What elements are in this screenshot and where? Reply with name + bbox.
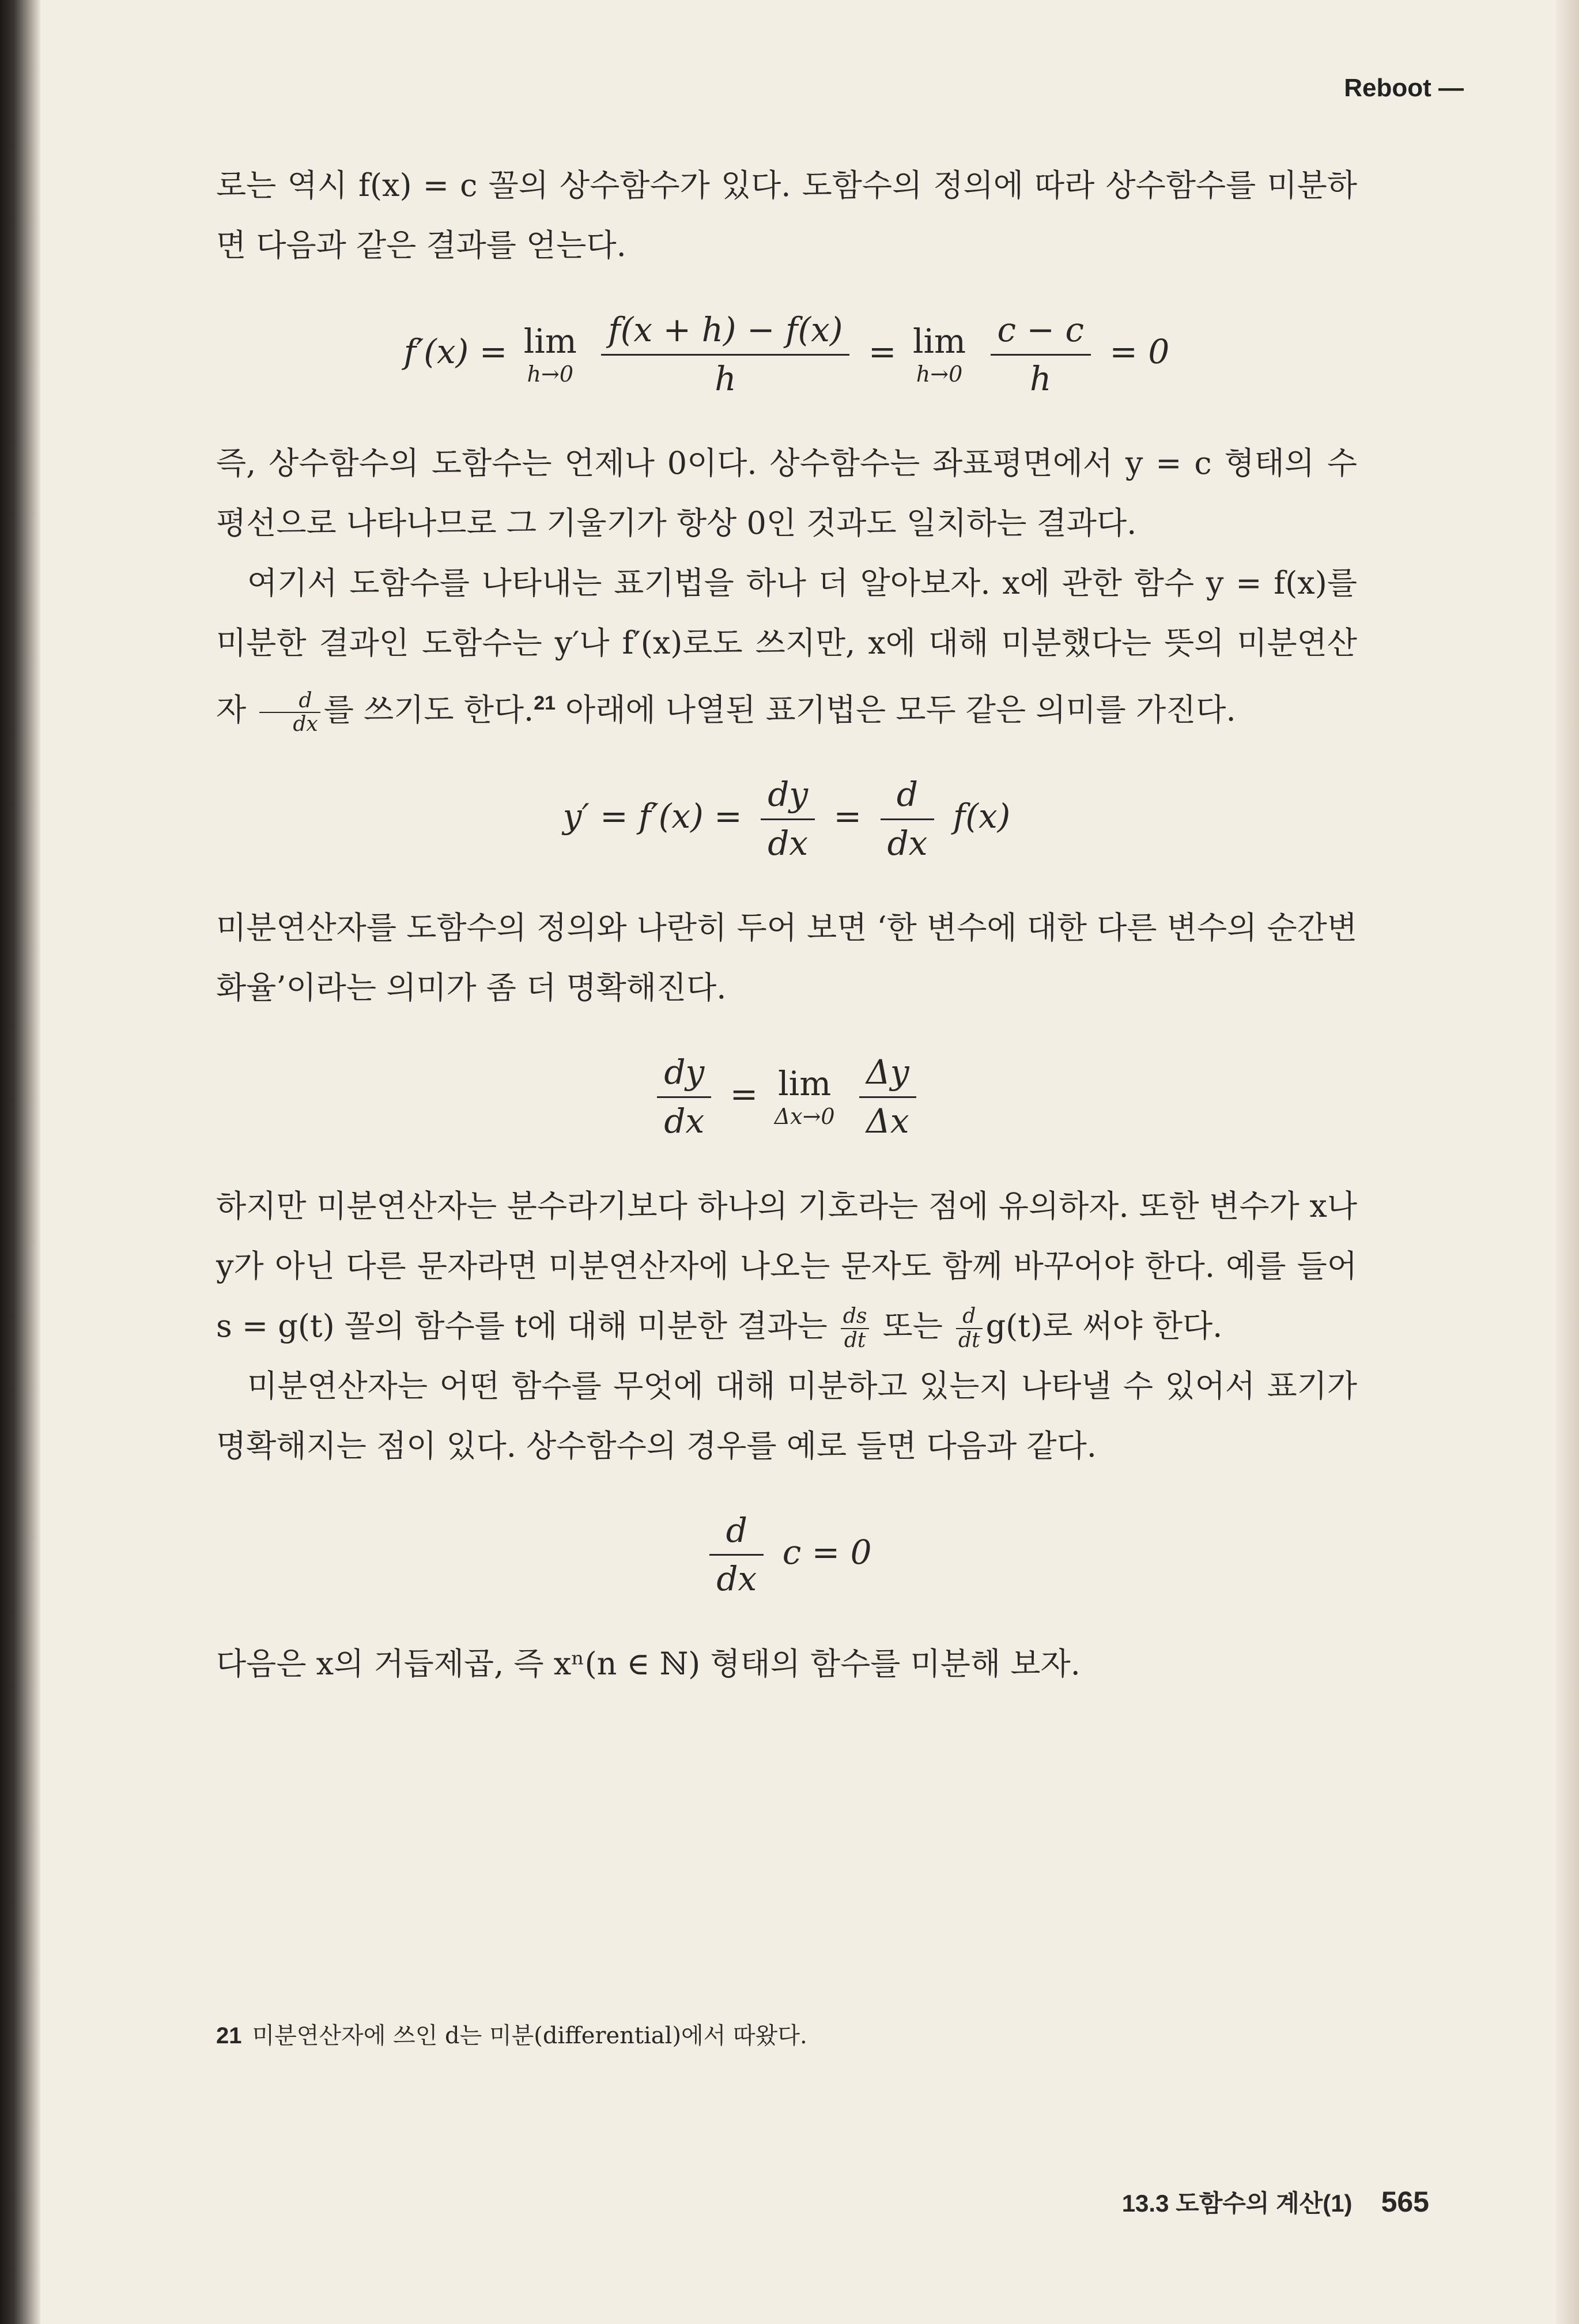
eq3-lim-word: lim xyxy=(778,1063,832,1103)
eq3-num-1: dy xyxy=(657,1052,711,1098)
paragraph-3 xyxy=(216,553,1357,740)
eq2-equals: = xyxy=(833,797,862,836)
inline-d2-den: dt xyxy=(958,1328,980,1352)
eq1-limit xyxy=(524,322,577,388)
page-edge xyxy=(1556,0,1579,2324)
equation-limit-definition xyxy=(216,1052,1357,1141)
page-body xyxy=(216,156,1357,1694)
eq1-lim-sub-2: h→0 xyxy=(916,361,963,387)
eq1-lhs: f′(x) = xyxy=(403,332,508,372)
eq3-lim-sub: Δx→0 xyxy=(774,1104,835,1130)
paragraph-7: 다음은 x의 거듭제곱, 즉 xⁿ(n ∈ ℕ) 형태의 함수를 미분해 보자. xyxy=(216,1645,1081,1682)
eq2-num-1: dy xyxy=(761,775,815,820)
equation-constant-derivative xyxy=(216,310,1357,399)
eq1-lim-sub: h→0 xyxy=(527,361,574,387)
eq3-equals: = xyxy=(730,1074,758,1114)
footnote-ref[interactable]: 21 xyxy=(534,692,556,715)
eq3-fraction-2 xyxy=(859,1052,916,1141)
eq1-num-2: c − c xyxy=(991,310,1091,356)
footnote-number: 21 xyxy=(216,2023,242,2048)
inline-ds-dt xyxy=(841,1305,870,1352)
eq3-num-2: Δy xyxy=(859,1052,916,1098)
footnote xyxy=(216,2017,807,2050)
p5-text-b: 또는 xyxy=(872,1307,953,1344)
eq1-lim-word: lim xyxy=(523,321,577,361)
eq2-den-2: dx xyxy=(887,823,928,863)
running-header: Reboot — xyxy=(1344,74,1464,102)
eq1-limit-2 xyxy=(913,322,966,388)
eq3-fraction-1 xyxy=(657,1052,711,1141)
eq2-rhs: f(x) xyxy=(953,797,1011,836)
inline-d-num: d xyxy=(259,689,320,714)
equation-constant-operator xyxy=(216,1511,1357,1599)
p5-text-a: 하지만 미분연산자는 분수라기보다 하나의 기호라는 점에 유의하자. 또한 변수가 x나 y가 아닌 다른 문자라면 미분연산자에 나오는 문자도 함께 바꾸어야 한다. 예를 들어 s = g(t) 꼴의 함수를 t에 대해 미분한 결과는 xyxy=(216,1187,1357,1344)
eq1-rhs: = 0 xyxy=(1109,332,1170,372)
p5-text-c: g(t)로 써야 한다. xyxy=(985,1307,1223,1344)
inline-d2-num: d xyxy=(956,1305,983,1329)
eq4-fraction xyxy=(709,1511,764,1599)
eq1-num-1: f(x + h) − f(x) xyxy=(601,310,849,356)
p3-text-c: 아래에 나열된 표기법은 모두 같은 의미를 가진다. xyxy=(556,692,1236,729)
eq1-den-2: h xyxy=(1030,359,1052,398)
inline-ds-den: dt xyxy=(844,1328,866,1352)
page-binding-shadow xyxy=(0,0,40,2324)
eq3-den-1: dx xyxy=(664,1101,705,1141)
page-footer xyxy=(1122,2185,1429,2219)
p3-text-a: 여기서 도함수를 나타내는 표기법을 하나 더 알아보자. x에 관한 함수 y = f(x)를 미분한 결과인 도함수는 y′나 f′(x)로도 쓰지만, x에 대해 미분했다는 뜻의 미분연산자 xyxy=(216,565,1357,729)
eq4-num: d xyxy=(709,1511,764,1556)
eq2-den-1: dx xyxy=(768,823,809,863)
eq3-limit xyxy=(775,1064,835,1130)
inline-ds-num: ds xyxy=(841,1305,870,1329)
eq1-fraction-2 xyxy=(991,310,1091,399)
eq1-den-1: h xyxy=(715,359,736,398)
eq1-fraction-1 xyxy=(601,310,849,399)
eq2-fraction-1 xyxy=(761,775,815,863)
eq4-den: dx xyxy=(716,1559,757,1599)
p3-text-b: 를 쓰기도 한다. xyxy=(323,692,534,729)
eq1-equals: = xyxy=(868,332,897,372)
eq4-rhs: c = 0 xyxy=(782,1532,872,1572)
eq1-lim-word-2: lim xyxy=(912,321,966,361)
inline-d-dt xyxy=(956,1305,983,1352)
equation-notations xyxy=(216,775,1357,863)
footnote-text: 미분연산자에 쓰인 d는 미분(differential)에서 따왔다. xyxy=(252,2023,807,2049)
paragraph-4: 미분연산자를 도함수의 정의와 나란히 두어 보면 ‘한 변수에 대한 다른 변수의 순간변화율’이라는 의미가 좀 더 명확해진다. xyxy=(216,910,1357,1006)
paragraph-1: 로는 역시 f(x) = c 꼴의 상수함수가 있다. 도함수의 정의에 따라 상수함수를 미분하면 다음과 같은 결과를 얻는다. xyxy=(216,167,1357,263)
footer-section: 13.3 도함수의 계산(1) xyxy=(1121,2190,1353,2217)
paragraph-2: 즉, 상수함수의 도함수는 언제나 0이다. 상수함수는 좌표평면에서 y = c 형태의 수평선으로 나타나므로 그 기울기가 항상 0인 것과도 일치하는 결과다. xyxy=(216,445,1357,542)
eq3-den-2: Δx xyxy=(866,1101,909,1141)
inline-d-dx xyxy=(259,689,320,736)
eq2-a: y′ = f′(x) = xyxy=(562,797,742,836)
page-number: 565 xyxy=(1381,2186,1429,2218)
inline-d-den: dx xyxy=(293,712,318,737)
eq2-num-2: d xyxy=(881,775,935,820)
paragraph-6: 미분연산자는 어떤 함수를 무엇에 대해 미분하고 있는지 나타낼 수 있어서 표기가 명확해지는 점이 있다. 상수함수의 경우를 예로 들면 다음과 같다. xyxy=(216,1367,1357,1464)
eq2-fraction-2 xyxy=(881,775,935,863)
paragraph-5 xyxy=(216,1176,1357,1356)
